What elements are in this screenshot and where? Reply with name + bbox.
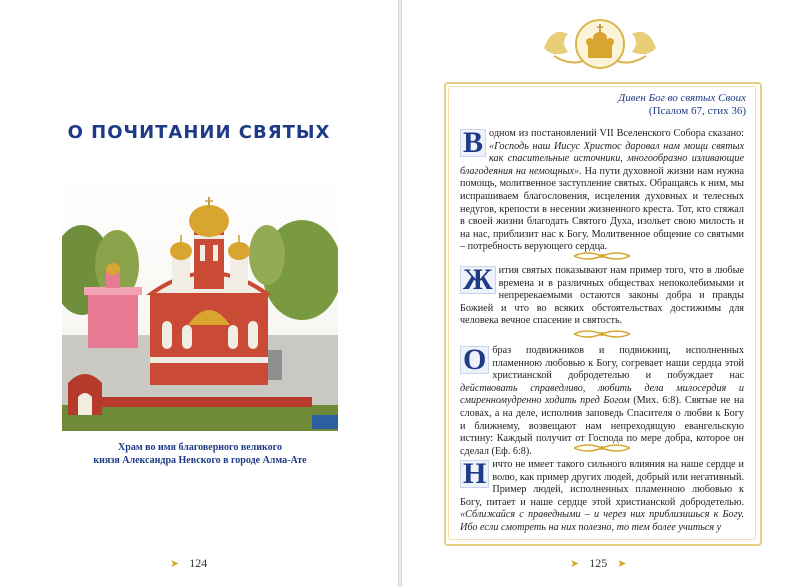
paragraph-2 [460, 265, 744, 328]
paragraph-1 [460, 128, 744, 254]
dropcap: Н [460, 460, 489, 488]
epigraph-quote: Дивен Бог во святых Своих [618, 92, 746, 104]
ornament-arrow-icon: ➤ [170, 558, 180, 570]
paragraph-text: На пути духовной жизни нам нужна помощь, молитвенное заступление святых. Обращаясь к ним, мы испрашиваем благословения, исцеления духовных и телесных недугов, крепости в несении жизненного креста. Тот, кто стяжал в своей жизни благодать Святого Духа, изольет свою милость и на нас, приблизит нас к Богу. Молитвенное общение со святыми – потребность верующего сердца. [460, 165, 744, 253]
paragraph-text: ичто не имеет такого сильного влияния на наше сердце и волю, как пример других людей, добрый или негативный. Пример людей, исполненных пламенною любовью к Богу, питает и наше сердце этой христианской добродетелью. [460, 459, 744, 508]
divider-ornament-icon [572, 442, 632, 454]
caption-line-1: Храм во имя благоверного великого [118, 442, 282, 453]
ornament-arrow-icon: ➤ [570, 558, 580, 570]
paragraph-text: одном из постановлений VII Вселенского Собора сказано: [489, 128, 744, 139]
paragraph-emphasis: «Господь наш Иисус Христос даровал нам мощи святых как спасительные источники, многообразно изливающие благодеяния на немощных». [460, 140, 744, 177]
church-emblem-icon [538, 12, 662, 78]
divider-ornament-icon [572, 250, 632, 262]
paragraph-text: браз подвижников и подвижниц, исполненных пламенною любовью к Богу, согревает наши сердца этой христианской добродетелью и побуждает нас [492, 345, 744, 382]
dropcap: О [460, 346, 489, 374]
right-page [402, 0, 800, 587]
paragraph-4 [460, 459, 744, 535]
epigraph-source: (Псалом 67, стих 36) [648, 105, 746, 117]
photo-caption [62, 441, 338, 467]
divider-ornament-icon [572, 328, 632, 340]
page-number-text: 125 [589, 556, 608, 570]
caption-line-2: князя Александра Невского в городе Алма-Ате [93, 455, 307, 466]
chapter-title: О ПОЧИТАНИИ СВЯТЫХ [67, 122, 331, 143]
church-photo [62, 175, 338, 431]
epigraph [618, 92, 746, 118]
paragraph-text: (Мих. 6:8). Святые не на словах, а на деле, исполнив заповедь Спасителя о любви к Богу и ближнему, возвещают нам непреходящую евангельскую истину: Каждый получит от Господа по мере добра, которое он сделал (Еф. 6:8). [460, 395, 744, 457]
paragraph-emphasis: действовать справедливо, любить дела милосердия и смиренномудренно ходить пред Богом [460, 382, 744, 407]
page-number-text: 124 [189, 556, 208, 570]
dropcap: Ж [460, 266, 496, 294]
dropcap: В [460, 129, 486, 157]
left-page [0, 0, 398, 587]
left-page-number [170, 556, 207, 571]
right-page-number [570, 556, 626, 571]
ornament-arrow-icon: ➤ [617, 558, 627, 570]
paragraph-emphasis: «Сближайся с праведными – и через них приблизишься к Богу. Ибо если смотреть на них полезно, то тем более учиться у [460, 509, 744, 533]
paragraph-text: ития святых показывают нам пример того, что в любые времена и в различных обществах непоколебимыми и непререкаемыми остаются законы добра и правды Божией и что во всяких обстоятельствах достижимы для человека вечное спасение и святость. [460, 265, 744, 327]
